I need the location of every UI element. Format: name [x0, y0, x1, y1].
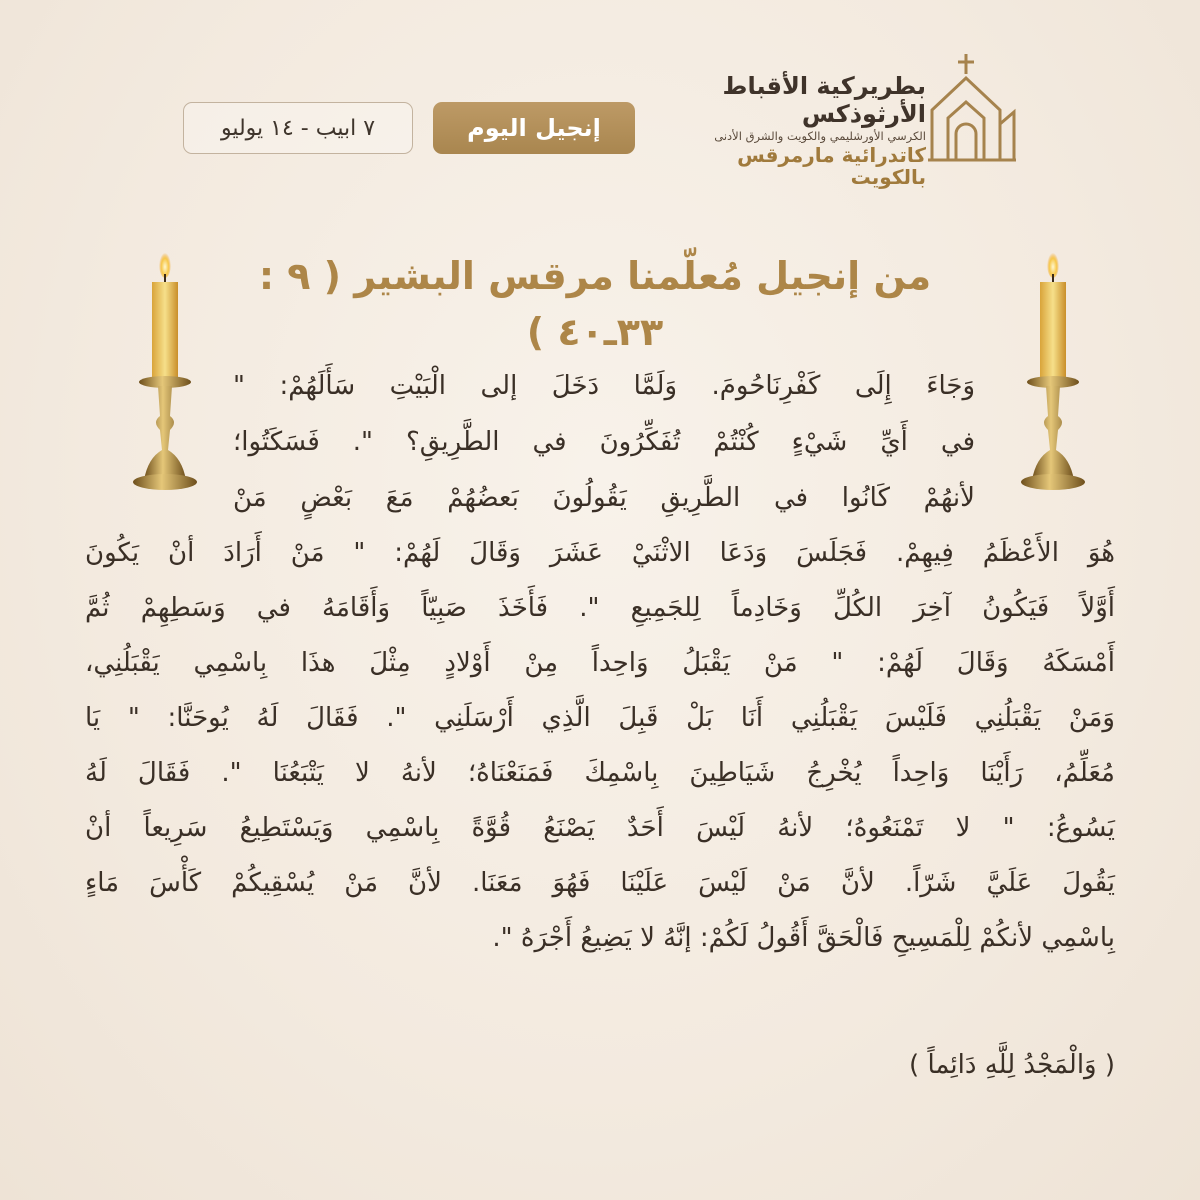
- candle-icon: [130, 250, 200, 510]
- candle-icon: [1018, 250, 1088, 510]
- logo-patriarchate: بطريركية الأقباط الأرثوذكس: [722, 72, 926, 128]
- reading-line: وَمَنْ يَقْبَلُنِي فَلَيْسَ يَقْبَلُنِي أَنَا بَلْ قَبِلَ الَّذِي أَرْسَلَنِي ". فَقَالَ لَهُ يُوحَنَّا: " يَا: [85, 703, 1115, 733]
- reading-text-top: [233, 358, 975, 526]
- church-icon: [926, 52, 1018, 162]
- reading-line: في أَيِّ شَيْءٍ كُنْتُمْ تُفَكِّرُونَ في الطَّرِيقِ؟ ". فَسَكَتُوا؛: [233, 427, 975, 457]
- reading-line: مُعَلِّمُ، رَأَيْنَا وَاحِداً يُخْرِجُ شَيَاطِينَ بِاسْمِكَ فَمَنَعْنَاهُ؛ لأنهُ لا يَتْبَعُنَا ". فَقَالَ لَهُ: [85, 758, 1115, 788]
- reading-line: يَقُولَ عَلَيَّ شَرّاً. لأنَّ مَنْ لَيْسَ عَلَيْنَا فَهُوَ مَعَنَا. لأنَّ مَنْ يُسْقِيكُمْ كَأْسَ مَاءٍ: [85, 868, 1115, 898]
- reading-line: أَمْسَكَهُ وَقَالَ لَهُمْ: " مَنْ يَقْبَلُ وَاحِداً مِنْ أَوْلادٍ مِثْلَ هذَا بِاسْمِي يَقْبَلُنِي،: [85, 648, 1115, 678]
- reading-line: يَسُوعُ: " لا تَمْنَعُوهُ؛ لأنهُ لَيْسَ أَحَدٌ يَصْنَعُ قُوَّةً بِاسْمِي وَيَسْتَطِيعُ سَرِيعاً أنْ: [85, 813, 1115, 843]
- cathedral-logo: [700, 52, 1018, 189]
- logo-see: الكرسي الأورشليمي والكويت والشرق الأدنى: [714, 129, 926, 143]
- reading-line: لأنهُمْ كَانُوا في الطَّرِيقِ يَقُولُونَ بَعضُهُمْ مَعَ بَعْضٍ مَنْ: [233, 483, 975, 513]
- reading-text-main: [85, 526, 1115, 966]
- reading-line: أَوَّلاً فَيَكُونُ آخِرَ الكُلِّ وَخَادِماً لِلجَمِيعِ ". فَأَخَذَ صَبِيّاً وَأَقَامَهُ في وَسَطِهِمْ ثُمَّ: [85, 593, 1115, 623]
- reading-line: بِاسْمِي لأنكُمْ لِلْمَسِيحِ فَالْحَقَّ أَقُولُ لَكُمْ: إنَّهُ لا يَضِيعُ أَجْرَهُ ".: [492, 923, 1115, 953]
- reading-line: هُوَ الأَعْظَمُ فِيهِمْ. فَجَلَسَ وَدَعَا الاثْنَيْ عَشَرَ وَقَالَ لَهُمْ: " مَنْ أَرَادَ أنْ يَكُونَ: [85, 538, 1115, 568]
- doxology: ( وَالْمَجْدُ لِلَّهِ دَائِماً ): [909, 1050, 1115, 1080]
- logo-cathedral: كاتدرائية مارمرقس بالكويت: [737, 143, 926, 189]
- reading-line: وَجَاءَ إِلَى كَفْرِنَاحُومَ. وَلَمَّا دَخَلَ إلى الْبَيْتِ سَأَلَهُمْ: ": [233, 371, 975, 401]
- daily-gospel-badge: إنجيل اليوم: [433, 102, 635, 154]
- date-label: ٧ ابيب - ١٤ يوليو: [183, 102, 413, 154]
- logo-text: [690, 72, 926, 188]
- reading-title: من إنجيل مُعلّمنا مرقس البشير ( ٩ : ٣٣ـ٤٠ ): [258, 254, 932, 354]
